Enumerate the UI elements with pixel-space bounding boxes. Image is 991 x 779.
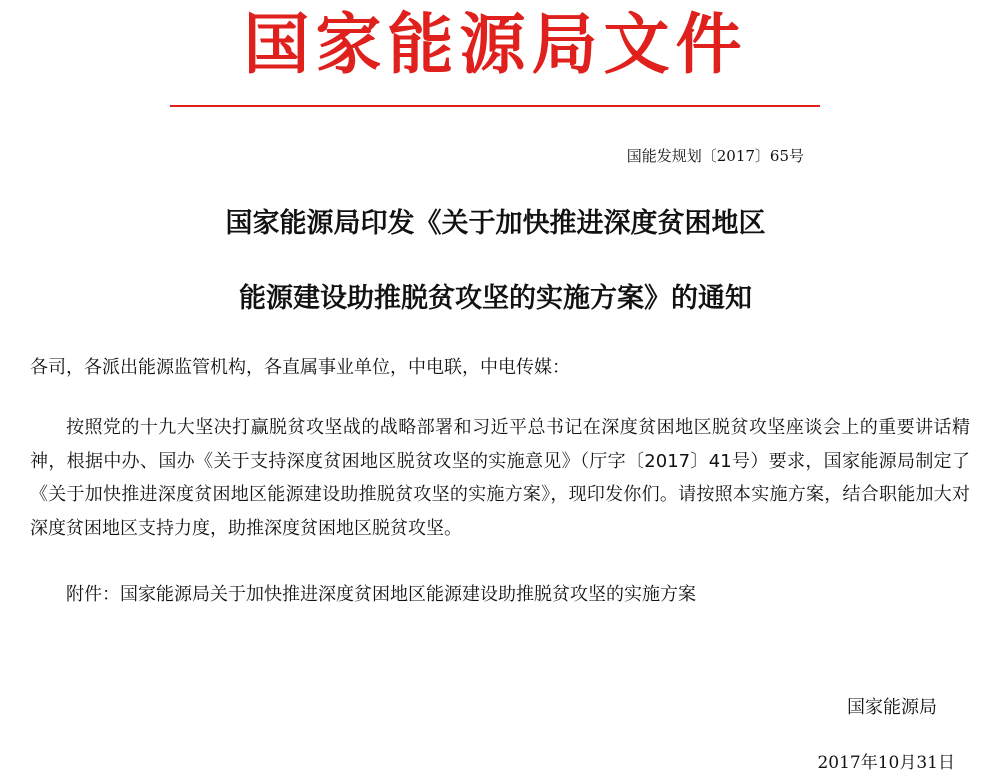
document-title-line-2: 能源建设助推脱贫攻坚的实施方案》的通知 [239, 283, 752, 314]
signature-issuer: 国家能源局 [847, 697, 937, 718]
document-masthead: 国家能源局文件 [243, 5, 748, 83]
body-paragraph: 按照党的十九大坚决打赢脱贫攻坚战的战略部署和习近平总书记在深度贫困地区脱贫攻坚座谈会上的重要讲话精神，根据中办、国办《关于支持深度贫困地区脱贫攻坚的实施意见》（厅字〔2017〕41号）要求，国家能源局制定了《关于加快推进深度贫困地区能源建设助推脱贫攻坚的实施方案》，现印发你们。请按照本实施方案，结合职能加大对深度贫困地区支持力度，助推深度贫困地区脱贫攻坚。 [30, 417, 970, 539]
masthead-red-rule [170, 105, 820, 107]
attachment-note: 附件：国家能源局关于加快推进深度贫困地区能源建设助推脱贫攻坚的实施方案 [66, 584, 696, 605]
signature-date: 2017年10月31日 [817, 753, 955, 773]
salutation: 各司，各派出能源监管机构，各直属事业单位，中电联，中电传媒： [30, 357, 570, 378]
document-title-line-1: 国家能源局印发《关于加快推进深度贫困地区 [225, 208, 766, 239]
document-number: 国能发规划〔2017〕65号 [626, 147, 804, 165]
